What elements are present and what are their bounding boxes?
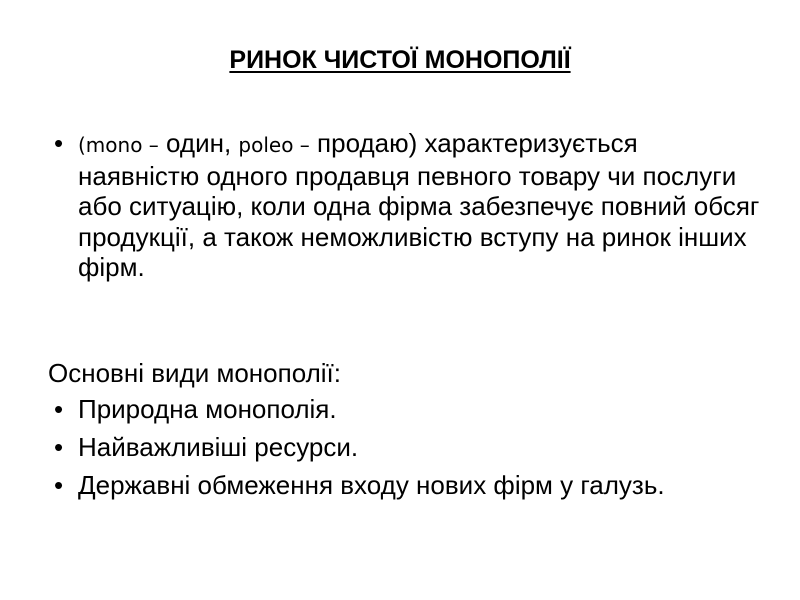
bullet-icon: •: [54, 394, 64, 424]
slide-title-text: РИНОК ЧИСТОЇ МОНОПОЛІЇ: [229, 46, 571, 74]
bullet-icon: •: [54, 432, 64, 462]
list-item: [46, 394, 766, 424]
bullet-icon: •: [54, 470, 64, 500]
etymology-poleo: poleo –: [238, 133, 310, 157]
slide-title: [0, 44, 800, 76]
intro-definition: характеризується наявністю одного продавця певного товару чи послуги або ситуацію, коли одна фірма забезпечує повний обсяг продукції, а також неможливістю вступу на ринок інших фірм.: [78, 128, 760, 282]
etymology-mono-meaning: один,: [158, 128, 239, 158]
etymology-mono: (mono –: [78, 133, 159, 157]
list-item: [46, 432, 766, 462]
list-item: [46, 466, 766, 504]
list-item-label: Найважливіші ресурси.: [78, 432, 359, 462]
intro-bullet-item: [46, 128, 766, 283]
list-item-label: Природна монополія.: [78, 394, 337, 424]
types-list: [46, 394, 766, 512]
bullet-icon: •: [54, 128, 64, 158]
intro-list: [46, 128, 766, 283]
types-heading: Основні види монополії:: [48, 358, 341, 388]
list-item-label: Державні обмеження входу нових фірм у галузь.: [78, 470, 665, 500]
etymology-poleo-meaning: продаю): [309, 128, 418, 158]
